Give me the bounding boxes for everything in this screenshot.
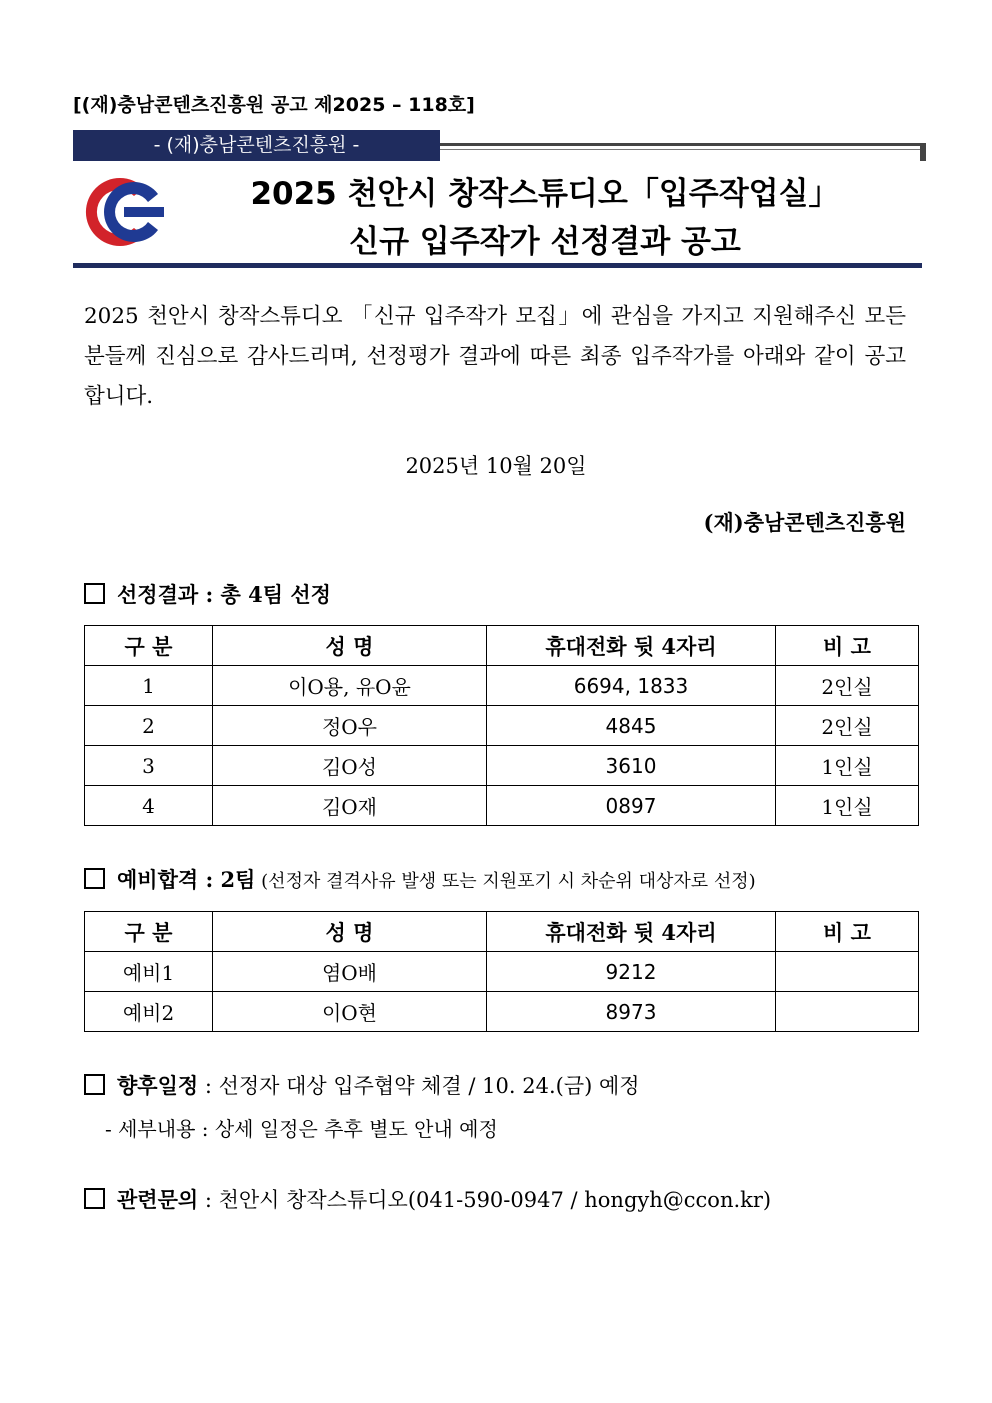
row-phone: 0897 bbox=[487, 786, 776, 826]
title-rule bbox=[73, 263, 922, 268]
column-header: 구 분 bbox=[85, 626, 213, 666]
section-contact-heading bbox=[84, 1184, 771, 1214]
row-phone: 6694, 1833 bbox=[487, 666, 776, 706]
header-rule-end bbox=[920, 143, 926, 161]
row-phone: 8973 bbox=[487, 992, 776, 1032]
row-name: 김O재 bbox=[213, 786, 487, 826]
header-rule-thin bbox=[440, 149, 920, 150]
section-reserve-heading bbox=[84, 864, 756, 894]
checkbox-square-icon bbox=[84, 868, 105, 889]
row-note: 1인실 bbox=[776, 746, 919, 786]
row-number: 3 bbox=[85, 746, 213, 786]
ccon-logo-icon bbox=[74, 176, 166, 248]
row-phone: 3610 bbox=[487, 746, 776, 786]
result-table bbox=[84, 625, 919, 826]
checkbox-square-icon bbox=[84, 1188, 105, 1209]
org-banner: - (재)충남콘텐츠진흥원 - bbox=[73, 130, 440, 161]
row-number: 1 bbox=[85, 666, 213, 706]
row-number: 예비2 bbox=[85, 992, 213, 1032]
header-rule bbox=[440, 143, 926, 146]
row-phone: 4845 bbox=[487, 706, 776, 746]
column-header: 비 고 bbox=[776, 912, 919, 952]
section-reserve-title: 예비합격 bbox=[117, 867, 199, 892]
column-header: 휴대전화 뒷 4자리 bbox=[487, 912, 776, 952]
column-header: 성 명 bbox=[213, 626, 487, 666]
section-schedule-heading bbox=[84, 1070, 640, 1100]
row-note bbox=[776, 952, 919, 992]
section-reserve-note: (선정자 결격사유 발생 또는 지원포기 시 차순위 대상자로 선정) bbox=[255, 871, 756, 892]
notice-number: [(재)충남콘텐츠진흥원 공고 제2025 – 118호] bbox=[73, 94, 475, 116]
checkbox-square-icon bbox=[84, 1074, 105, 1095]
column-header: 비 고 bbox=[776, 626, 919, 666]
table-row bbox=[85, 992, 919, 1032]
title-line-2: 신규 입주작가 선정결과 공고 bbox=[349, 224, 741, 260]
table-row bbox=[85, 666, 919, 706]
row-note: 1인실 bbox=[776, 786, 919, 826]
table-row bbox=[85, 786, 919, 826]
row-number: 2 bbox=[85, 706, 213, 746]
section-schedule-sub: - 세부내용 : 상세 일정은 추후 별도 안내 예정 bbox=[105, 1117, 498, 1141]
reserve-table bbox=[84, 911, 919, 1032]
section-result-detail: : 총 4팀 선정 bbox=[198, 582, 331, 607]
row-number: 예비1 bbox=[85, 952, 213, 992]
section-schedule-title: 향후일정 bbox=[117, 1073, 199, 1098]
row-name: 김O성 bbox=[213, 746, 487, 786]
row-name: 이O용, 유O윤 bbox=[213, 666, 487, 706]
title-line-1: 2025 천안시 창작스튜디오「입주작업실」 bbox=[250, 176, 840, 212]
table-row bbox=[85, 746, 919, 786]
table-header-row bbox=[85, 626, 919, 666]
row-name: 정O우 bbox=[213, 706, 487, 746]
column-header: 구 분 bbox=[85, 912, 213, 952]
table-header-row bbox=[85, 912, 919, 952]
intro-paragraph: 2025 천안시 창작스튜디오 「신규 입주작가 모집」에 관심을 가지고 지원해주신 모든 분들께 진심으로 감사드리며, 선정평가 결과에 따른 최종 입주작가를 아래와 같이 공고합니다. bbox=[84, 304, 906, 409]
checkbox-square-icon bbox=[84, 583, 105, 604]
row-phone: 9212 bbox=[487, 952, 776, 992]
row-name: 이O현 bbox=[213, 992, 487, 1032]
section-result-heading bbox=[84, 579, 331, 609]
signing-organization: (재)충남콘텐츠진흥원 bbox=[703, 510, 906, 535]
section-reserve-detail: : 2팀 bbox=[198, 867, 256, 892]
row-note bbox=[776, 992, 919, 1032]
table-row bbox=[85, 952, 919, 992]
column-header: 성 명 bbox=[213, 912, 487, 952]
column-header: 휴대전화 뒷 4자리 bbox=[487, 626, 776, 666]
section-contact-title: 관련문의 bbox=[117, 1187, 199, 1212]
row-note: 2인실 bbox=[776, 706, 919, 746]
section-result-title: 선정결과 bbox=[117, 582, 199, 607]
section-schedule-detail: : 선정자 대상 입주협약 체결 / 10. 24.(금) 예정 bbox=[198, 1074, 640, 1098]
section-contact-detail: : 천안시 창작스튜디오(041-590-0947 / hongyh@ccon.kr) bbox=[198, 1188, 772, 1212]
notice-date: 2025년 10월 20일 bbox=[405, 454, 587, 478]
row-note: 2인실 bbox=[776, 666, 919, 706]
row-number: 4 bbox=[85, 786, 213, 826]
table-row bbox=[85, 706, 919, 746]
row-name: 염O배 bbox=[213, 952, 487, 992]
